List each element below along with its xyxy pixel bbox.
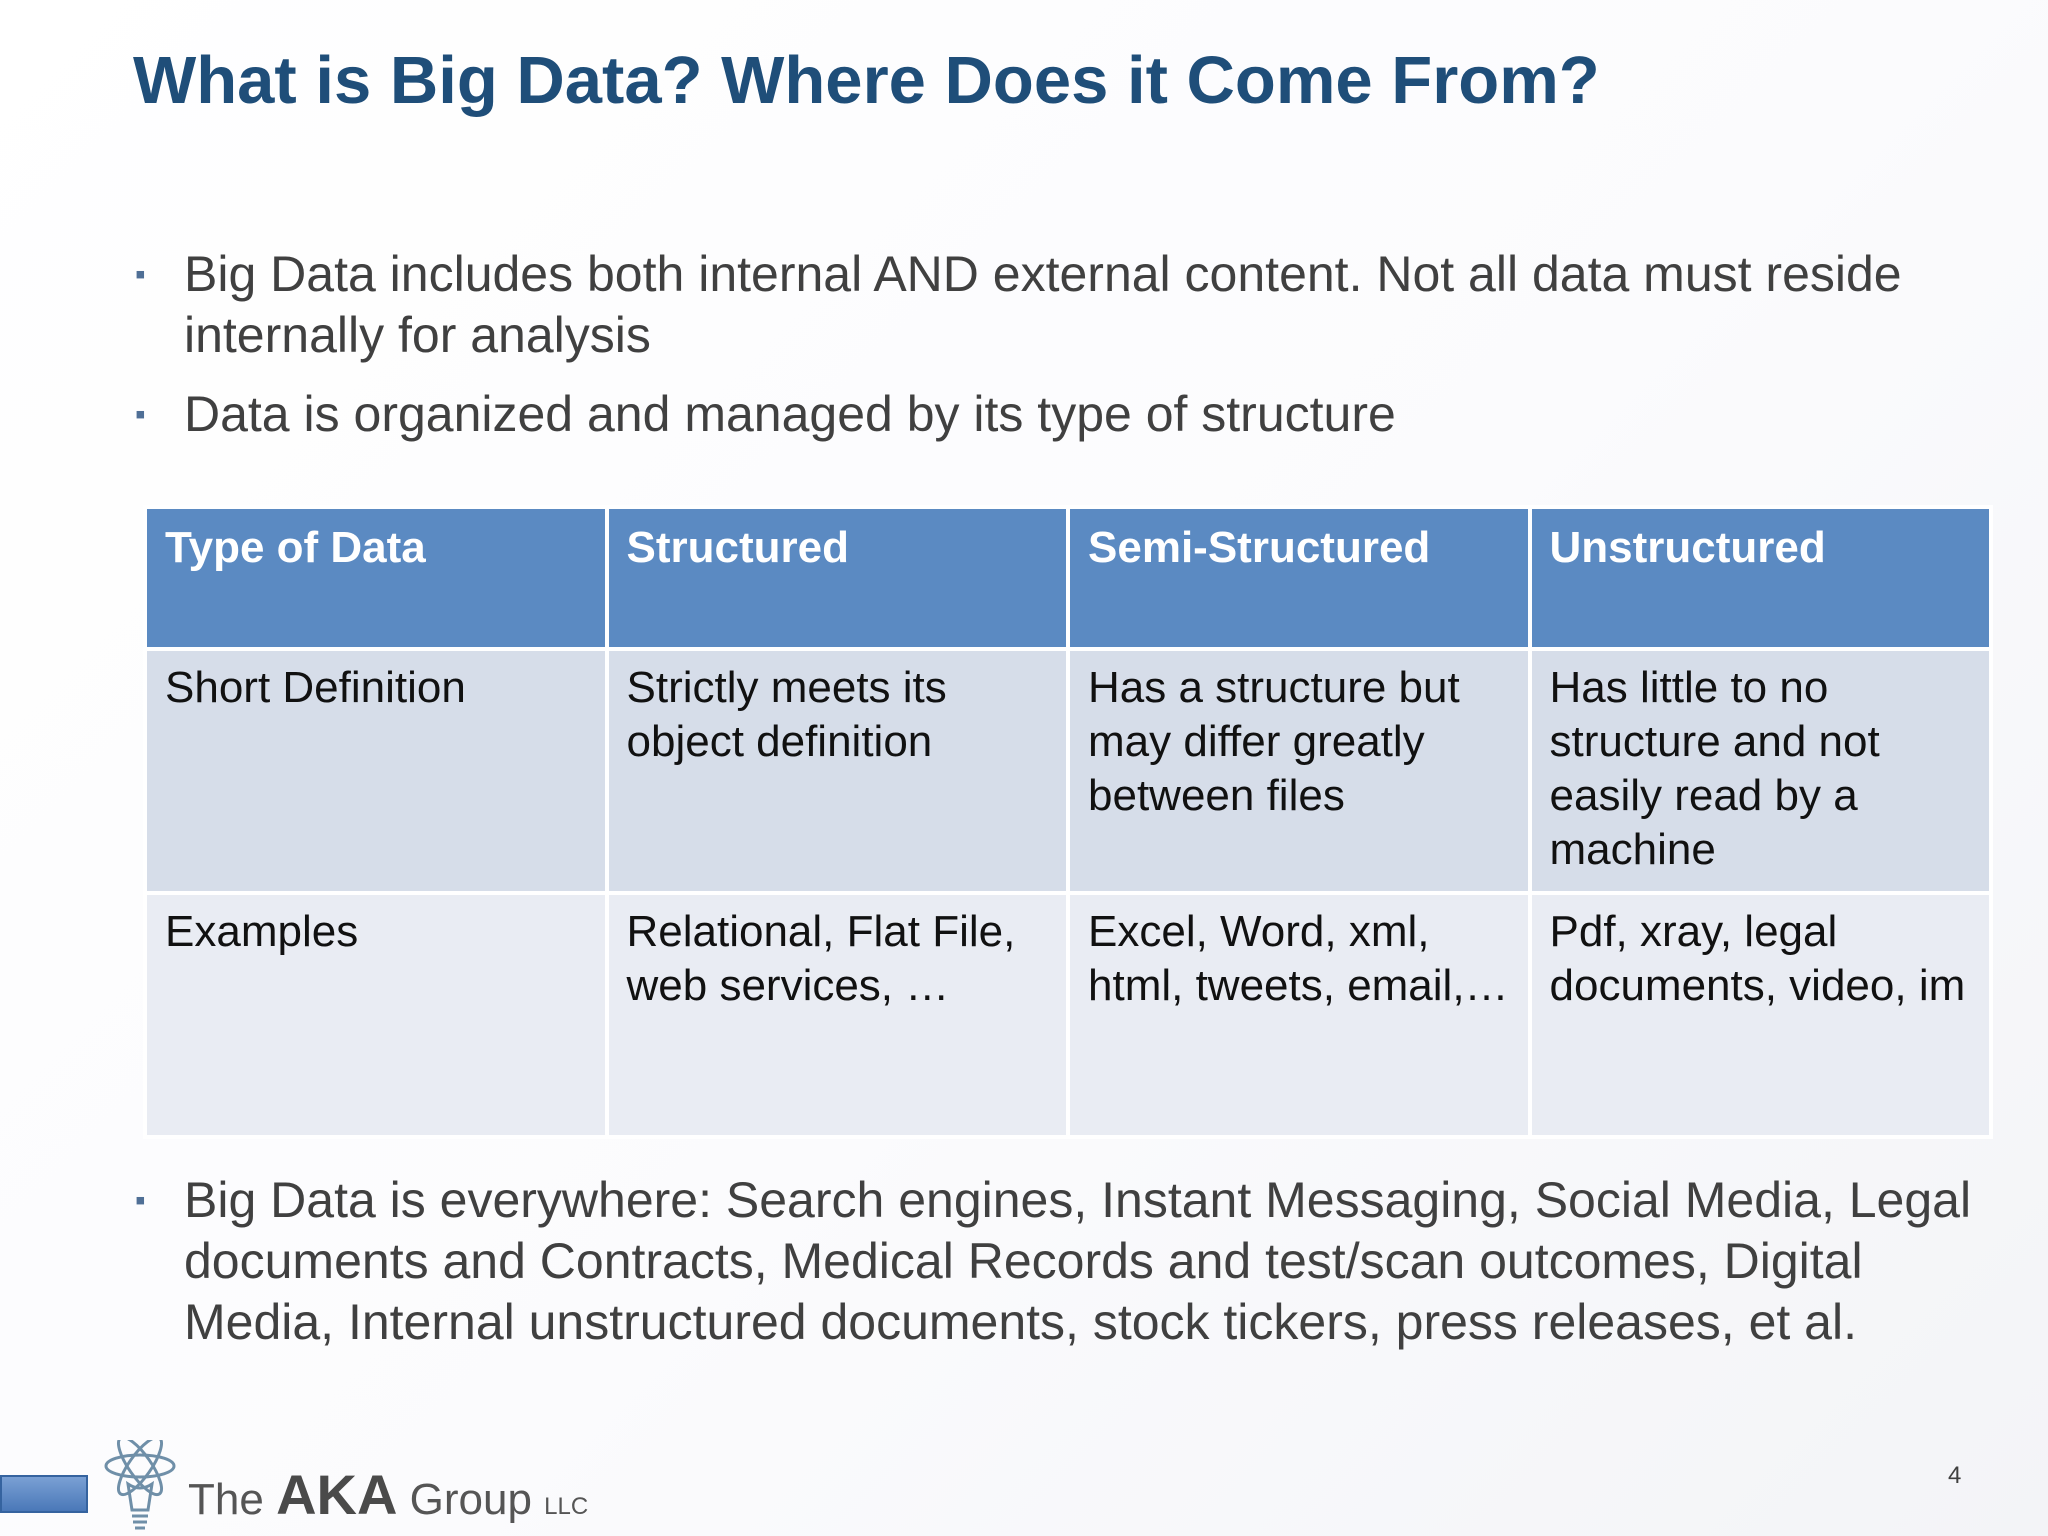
logo-wordmark [188,1462,588,1527]
table-header-cell: Structured [607,507,1069,649]
bullet-item [133,1170,1993,1353]
logo-llc: LLC [544,1493,589,1520]
logo-aka: AKA [276,1463,398,1526]
table-cell: Examples [145,893,607,1137]
table-row [145,649,1991,893]
atom-bulb-icon [100,1440,180,1536]
table-header-cell: Type of Data [145,507,607,649]
table-cell: Short Definition [145,649,607,893]
table-cell: Strictly meets its object definition [607,649,1069,893]
table-header-cell: Semi-Structured [1068,507,1530,649]
table-cell: Pdf, xray, legal documents, video, im [1530,893,1992,1137]
bullet-text: Big Data includes both internal AND external content. Not all data must reside internally for analysis [184,246,1902,363]
page-number: 4 [1948,1462,1962,1489]
bullet-marker-icon: ▪ [135,1184,146,1217]
bullet-item [133,384,1993,445]
table-cell: Has little to no structure and not easily read by a machine [1530,649,1992,893]
logo-group: Group [409,1475,532,1524]
table-row [145,893,1991,1137]
bullet-text: Big Data is everywhere: Search engines, Instant Messaging, Social Media, Legal documents and Contracts, Medical Records and test/scan outcomes, Digital Media, Internal unstructured documents, stock tickers, press releases, et al. [184,1172,1972,1350]
logo-bar [0,1475,88,1513]
bullet-text: Data is organized and managed by its type of structure [184,386,1396,442]
table-header-cell: Unstructured [1530,507,1992,649]
bullet-marker-icon: ▪ [135,258,146,291]
logo-the: The [188,1475,264,1524]
data-types-table [143,505,1993,1139]
bullet-item [133,244,1993,366]
table-cell: Has a structure but may differ greatly between files [1068,649,1530,893]
table-header-row [145,507,1991,649]
table-cell: Relational, Flat File, web services, … [607,893,1069,1137]
slide-title: What is Big Data? Where Does it Come From? [133,43,1600,118]
company-logo [0,1440,620,1536]
table-cell: Excel, Word, xml, html, tweets, email,… [1068,893,1530,1137]
bullet-marker-icon: ▪ [135,398,146,431]
